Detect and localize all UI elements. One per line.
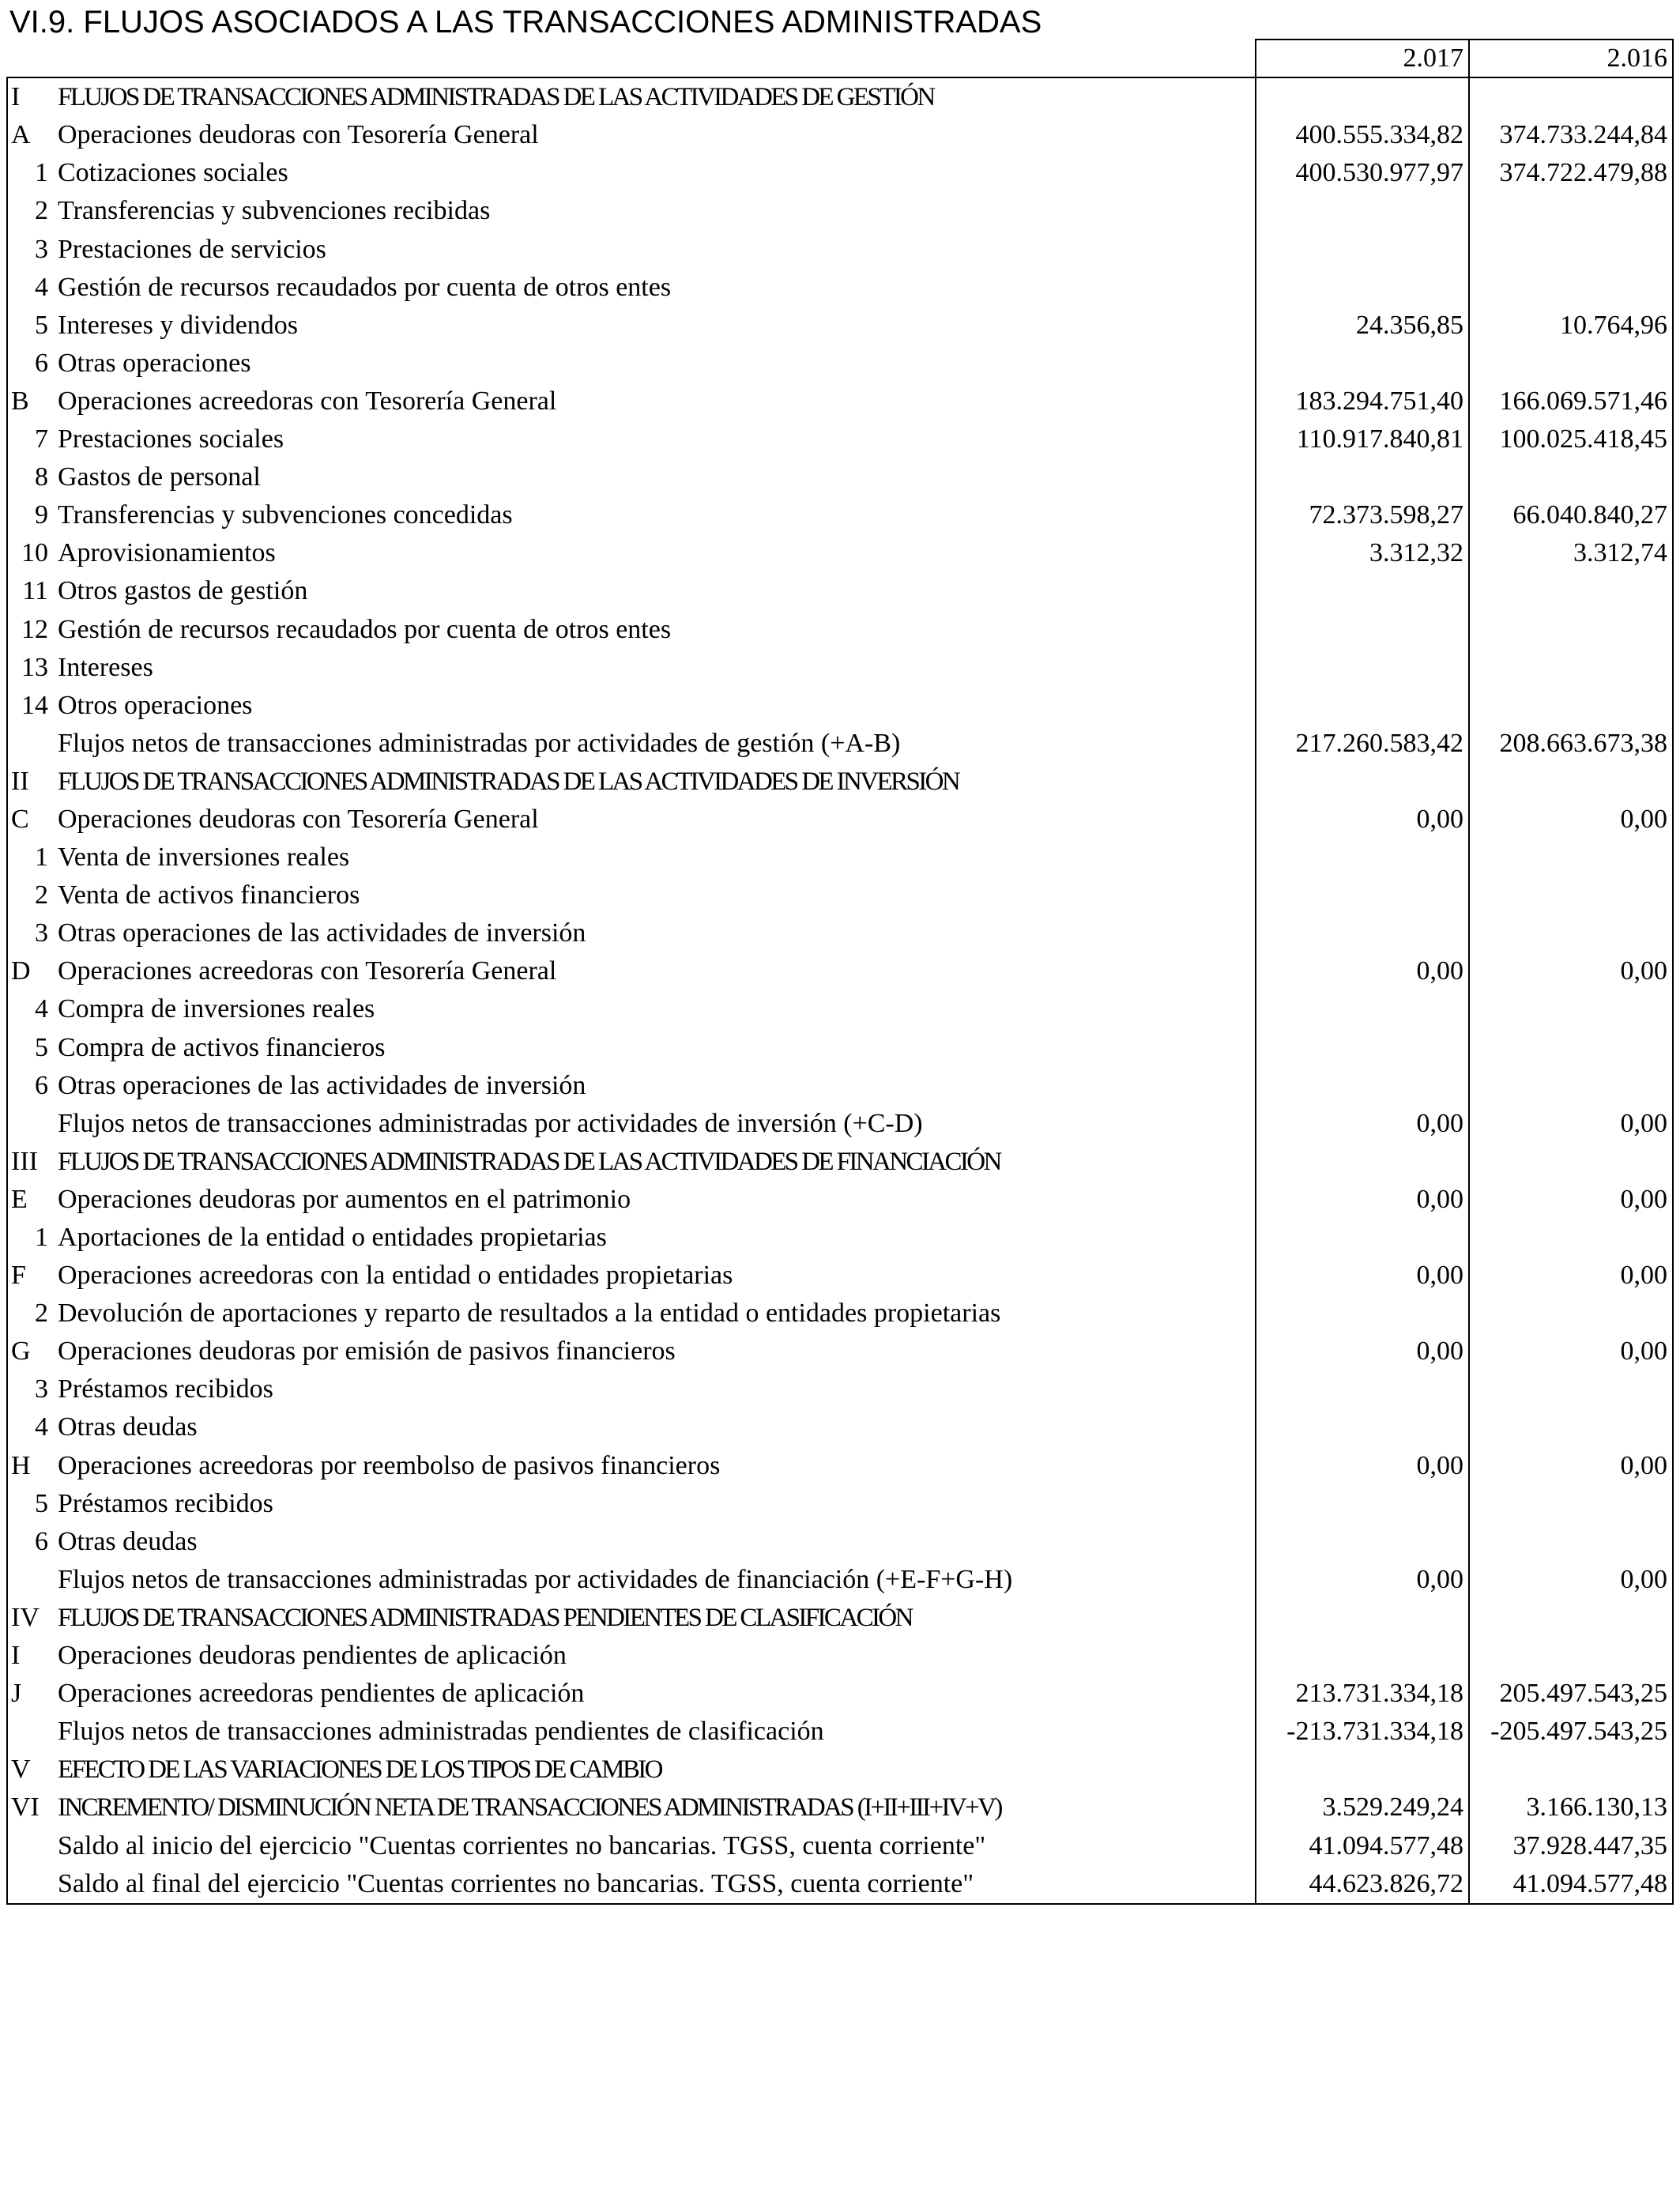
value-2016: 3.166.130,13 [1469,1789,1673,1826]
value-2017: 0,00 [1256,952,1469,990]
value-2017 [1256,269,1469,307]
value-2016 [1469,1751,1673,1789]
value-2016: 100.025.418,45 [1469,420,1673,458]
row-code [7,725,51,763]
row-label: Otras deudas [58,1412,198,1442]
value-2016: 0,00 [1469,1181,1673,1219]
header-label-cell [51,40,1256,77]
column-header-2016: 2.016 [1469,40,1673,77]
row-label: Compra de inversiones reales [58,994,375,1024]
table-row [7,1257,1673,1295]
table-row [7,154,1673,192]
row-label: Operaciones acreedoras con Tesorería General [58,956,557,986]
table-row [7,496,1673,534]
row-code: 2 [7,192,51,230]
row-code [7,1713,51,1751]
row-label: Operaciones deudoras por aumentos en el patrimonio [58,1184,631,1214]
table-row [7,1219,1673,1257]
row-label: Prestaciones de servicios [58,234,326,264]
table-row [7,1826,1673,1864]
value-2017 [1256,1408,1469,1446]
value-2016 [1469,77,1673,116]
value-2016 [1469,230,1673,268]
row-label: Venta de inversiones reales [58,843,350,873]
row-label: Operaciones deudoras pendientes de aplicación [58,1641,567,1671]
value-2017: 0,00 [1256,801,1469,839]
value-2016 [1469,763,1673,801]
row-code: C [7,801,51,839]
value-2016 [1469,345,1673,383]
table-row [7,192,1673,230]
row-code [7,1105,51,1143]
row-label: INCREMENTO/ DISMINUCIÓN NETA DE TRANSACCIONES ADMINISTRADAS (I+II+III+IV+V) [58,1793,1001,1823]
value-2017 [1256,1295,1469,1333]
value-2017 [1256,230,1469,268]
value-2017 [1256,763,1469,801]
table-row [7,420,1673,458]
value-2017: 0,00 [1256,1181,1469,1219]
table-row [7,345,1673,383]
table-row [7,307,1673,345]
value-2016: 41.094.577,48 [1469,1865,1673,1904]
row-label: Flujos netos de transacciones administradas por actividades de gestión (+A-B) [58,728,901,758]
row-label: FLUJOS DE TRANSACCIONES ADMINISTRADAS DE LAS ACTIVIDADES DE FINANCIACIÓN [58,1147,1000,1176]
value-2017 [1256,572,1469,610]
value-2016: 3.312,74 [1469,534,1673,572]
table-row [7,1637,1673,1675]
row-code: II [7,763,51,801]
table-row [7,1599,1673,1637]
value-2017 [1256,1523,1469,1561]
value-2017 [1256,649,1469,687]
row-code: 5 [7,1485,51,1523]
row-code: 3 [7,1370,51,1408]
row-label: Flujos netos de transacciones administradas pendientes de clasificación [58,1717,824,1747]
value-2017 [1256,839,1469,876]
value-2017 [1256,1370,1469,1408]
value-2016: 0,00 [1469,1105,1673,1143]
value-2016: 0,00 [1469,952,1673,990]
table-row [7,839,1673,876]
row-label: FLUJOS DE TRANSACCIONES ADMINISTRADAS PENDIENTES DE CLASIFICACIÓN [58,1603,912,1632]
row-label: Saldo al inicio del ejercicio "Cuentas corrientes no bancarias. TGSS, cuenta corriente" [58,1830,986,1860]
value-2017 [1256,610,1469,648]
value-2016: -205.497.543,25 [1469,1713,1673,1751]
row-label: Operaciones acreedoras con Tesorería General [58,386,557,416]
value-2016 [1469,1143,1673,1181]
table-row [7,116,1673,154]
value-2017: 400.555.334,82 [1256,116,1469,154]
row-label: Operaciones deudoras con Tesorería General [58,120,539,150]
table-row [7,610,1673,648]
value-2017: 0,00 [1256,1561,1469,1599]
value-2016 [1469,687,1673,725]
row-label: Saldo al final del ejercicio "Cuentas corrientes no bancarias. TGSS, cuenta corriente" [51,1865,1256,1904]
value-2016: 166.069.571,46 [1469,383,1673,420]
header-row [7,40,1673,77]
table-row [7,952,1673,990]
value-2017: 41.094.577,48 [1256,1826,1469,1864]
value-2017: 110.917.840,81 [1256,420,1469,458]
value-2017 [1256,914,1469,952]
row-label: Flujos netos de transacciones administradas por actividades de inversión (+C-D) [58,1108,923,1138]
row-code: III [7,1143,51,1181]
value-2017: 400.530.977,97 [1256,154,1469,192]
value-2016: 10.764,96 [1469,307,1673,345]
table-row [7,1028,1673,1066]
table-row [7,1446,1673,1484]
table-row [7,1333,1673,1370]
table-row [7,1789,1673,1826]
row-label: Prestaciones sociales [58,424,284,454]
value-2017: -213.731.334,18 [1256,1713,1469,1751]
table-row [7,914,1673,952]
value-2016 [1469,269,1673,307]
row-code: 11 [7,572,51,610]
table-row [7,534,1673,572]
row-code: 4 [7,990,51,1028]
row-label: Gestión de recursos recaudados por cuenta de otros entes [58,614,672,644]
value-2016 [1469,839,1673,876]
row-code: 5 [7,307,51,345]
row-label: Operaciones deudoras por emisión de pasivos financieros [58,1336,676,1367]
row-code: 1 [7,839,51,876]
row-code [7,1865,51,1904]
table-row [7,269,1673,307]
table-row [7,1751,1673,1789]
value-2016 [1469,610,1673,648]
value-2016 [1469,1028,1673,1066]
row-label: Préstamos recibidos [58,1488,273,1518]
row-code: V [7,1751,51,1789]
value-2017 [1256,1028,1469,1066]
cash-flow-table [6,39,1674,1905]
row-code: 12 [7,610,51,648]
row-code: IV [7,1599,51,1637]
value-2016: 66.040.840,27 [1469,496,1673,534]
row-label: Devolución de aportaciones y reparto de resultados a la entidad o entidades propietarias [58,1299,1001,1329]
row-code: E [7,1181,51,1219]
row-code: 10 [7,534,51,572]
value-2017 [1256,1637,1469,1675]
row-label: Préstamos recibidos [58,1374,273,1404]
value-2017: 183.294.751,40 [1256,383,1469,420]
table-row [7,458,1673,496]
table-row [7,1675,1673,1713]
value-2017: 24.356,85 [1256,307,1469,345]
row-code: 3 [7,230,51,268]
row-label: Cotizaciones sociales [58,158,288,188]
row-label: Otros gastos de gestión [58,576,308,606]
value-2016 [1469,1370,1673,1408]
table-row [7,1105,1673,1143]
table-row [7,383,1673,420]
table-row [7,725,1673,763]
value-2017: 3.529.249,24 [1256,1789,1469,1826]
row-label: Operaciones acreedoras por reembolso de pasivos financieros [58,1450,721,1480]
table-row [7,1408,1673,1446]
row-label: Intereses y dividendos [58,310,299,340]
table-row [7,876,1673,914]
table-row [7,1713,1673,1751]
row-code: 4 [7,1408,51,1446]
table-row [7,1370,1673,1408]
value-2017 [1256,345,1469,383]
value-2016: 0,00 [1469,1446,1673,1484]
row-code: 7 [7,420,51,458]
value-2017: 213.731.334,18 [1256,1675,1469,1713]
row-code: D [7,952,51,990]
value-2017 [1256,77,1469,116]
value-2016 [1469,1408,1673,1446]
table-row [7,230,1673,268]
table-row [7,990,1673,1028]
value-2017 [1256,876,1469,914]
row-label: FLUJOS DE TRANSACCIONES ADMINISTRADAS DE LAS ACTIVIDADES DE INVERSIÓN [58,767,959,796]
row-code: H [7,1446,51,1484]
value-2016: 0,00 [1469,1333,1673,1370]
table-row [7,1067,1673,1105]
row-label: Transferencias y subvenciones concedidas [58,500,513,530]
row-label: Otras operaciones de las actividades de inversión [58,918,586,948]
table-row [7,1523,1673,1561]
value-2017: 0,00 [1256,1257,1469,1295]
value-2016 [1469,876,1673,914]
value-2017: 0,00 [1256,1333,1469,1370]
value-2016 [1469,572,1673,610]
value-2017 [1256,458,1469,496]
value-2017 [1256,1599,1469,1637]
table-row [7,763,1673,801]
row-code: I [7,77,51,116]
value-2016 [1469,1067,1673,1105]
value-2016 [1469,192,1673,230]
value-2016: 208.663.673,38 [1469,725,1673,763]
row-code: I [7,1637,51,1675]
row-label: Otras operaciones [58,348,251,378]
value-2016 [1469,1295,1673,1333]
header-code-cell [7,40,51,77]
row-code: 9 [7,496,51,534]
value-2017: 72.373.598,27 [1256,496,1469,534]
row-code: 8 [7,458,51,496]
value-2017 [1256,192,1469,230]
row-code: VI [7,1789,51,1826]
value-2016 [1469,1637,1673,1675]
table-row [7,649,1673,687]
row-code: 4 [7,269,51,307]
row-code: 2 [7,876,51,914]
row-label: Venta de activos financieros [58,880,360,910]
value-2016 [1469,990,1673,1028]
row-code: B [7,383,51,420]
value-2016 [1469,1219,1673,1257]
row-label: FLUJOS DE TRANSACCIONES ADMINISTRADAS DE LAS ACTIVIDADES DE GESTIÓN [51,77,1256,116]
row-code: 13 [7,649,51,687]
value-2016: 205.497.543,25 [1469,1675,1673,1713]
value-2016: 374.722.479,88 [1469,154,1673,192]
row-code: 6 [7,1067,51,1105]
row-label: Flujos netos de transacciones administradas por actividades de financiación (+E-F+G-H) [58,1564,1013,1594]
value-2017: 217.260.583,42 [1256,725,1469,763]
value-2017 [1256,1067,1469,1105]
row-code: A [7,116,51,154]
row-code [7,1561,51,1599]
value-2017 [1256,1751,1469,1789]
value-2017: 44.623.826,72 [1256,1865,1469,1904]
row-code: 2 [7,1295,51,1333]
row-code [7,1826,51,1864]
value-2016: 0,00 [1469,1257,1673,1295]
row-code: 1 [7,154,51,192]
row-code: 5 [7,1028,51,1066]
page-title: VI.9. FLUJOS ASOCIADOS A LAS TRANSACCIONES ADMINISTRADAS [9,5,1042,40]
table-row [7,1295,1673,1333]
value-2017 [1256,1485,1469,1523]
table-row [7,1485,1673,1523]
value-2016 [1469,1599,1673,1637]
row-label: Otras deudas [58,1526,198,1556]
value-2017 [1256,1219,1469,1257]
value-2017 [1256,687,1469,725]
value-2016: 37.928.447,35 [1469,1826,1673,1864]
value-2016: 0,00 [1469,801,1673,839]
row-label: Aprovisionamientos [58,538,276,568]
value-2017: 3.312,32 [1256,534,1469,572]
row-code: G [7,1333,51,1370]
value-2017 [1256,990,1469,1028]
row-code: 6 [7,1523,51,1561]
row-label: Operaciones deudoras con Tesorería General [58,804,539,834]
value-2016 [1469,1523,1673,1561]
value-2016: 374.733.244,84 [1469,116,1673,154]
table-row [7,1561,1673,1599]
row-label: Otras operaciones de las actividades de inversión [58,1070,586,1100]
row-code: 6 [7,345,51,383]
value-2016 [1469,649,1673,687]
row-label: Compra de activos financieros [58,1032,386,1062]
value-2016 [1469,458,1673,496]
row-code: J [7,1675,51,1713]
row-label: Otros operaciones [58,690,253,720]
row-code: 1 [7,1219,51,1257]
table-row [7,801,1673,839]
row-label: Transferencias y subvenciones recibidas [58,196,491,226]
value-2016: 0,00 [1469,1561,1673,1599]
value-2017 [1256,1143,1469,1181]
row-label: Gestión de recursos recaudados por cuenta de otros entes [58,272,672,302]
row-label: Gastos de personal [58,462,261,492]
value-2017: 0,00 [1256,1446,1469,1484]
table-row [7,77,1673,116]
column-header-2017: 2.017 [1256,40,1469,77]
row-label: Intereses [58,652,153,682]
value-2016 [1469,914,1673,952]
row-label: Operaciones acreedoras pendientes de aplicación [58,1679,585,1709]
row-label: EFECTO DE LAS VARIACIONES DE LOS TIPOS DE CAMBIO [58,1755,661,1785]
table-row [7,687,1673,725]
table-row [7,1143,1673,1181]
table-row [7,1865,1673,1904]
row-code: 3 [7,914,51,952]
row-label: Aportaciones de la entidad o entidades propietarias [58,1223,607,1252]
value-2016 [1469,1485,1673,1523]
value-2017: 0,00 [1256,1105,1469,1143]
row-label: Operaciones acreedoras con la entidad o entidades propietarias [58,1261,733,1291]
row-code: F [7,1257,51,1295]
table-row [7,1181,1673,1219]
row-code: 14 [7,687,51,725]
table-row [7,572,1673,610]
